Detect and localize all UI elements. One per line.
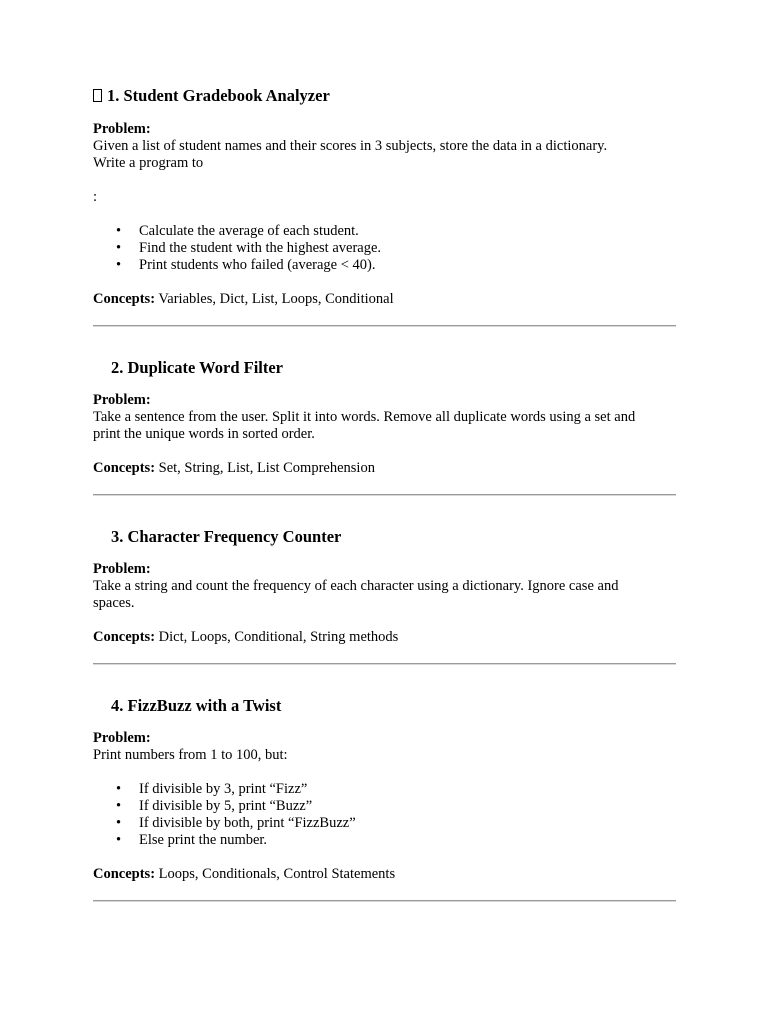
list-item-text: Print students who failed (average < 40).: [139, 257, 376, 273]
problem-label: Problem:: [93, 392, 151, 408]
list-item: [116, 223, 676, 240]
section-divider: [93, 494, 676, 496]
task-list: [93, 223, 676, 274]
list-item: [116, 832, 676, 849]
problem-line: Take a string and count the frequency of each character using a dictionary. Ignore case and: [93, 578, 619, 594]
concepts-text: Set, String, List, List Comprehension: [158, 460, 375, 476]
list-item-text: If divisible by 3, print “Fizz”: [139, 781, 308, 797]
concepts-text: Variables, Dict, List, Loops, Conditional: [158, 291, 394, 307]
problem-line: print the unique words in sorted order.: [93, 426, 315, 442]
list-item-text: If divisible by 5, print “Buzz”: [139, 798, 313, 814]
problem-line: Take a sentence from the user. Split it into words. Remove all duplicate words using a set and: [93, 409, 636, 425]
bullet-icon: •: [116, 781, 122, 797]
concepts-label: Concepts:: [93, 460, 156, 476]
concepts-text: Loops, Conditionals, Control Statements: [158, 866, 396, 882]
list-item: [116, 257, 676, 274]
list-item-text: Calculate the average of each student.: [139, 223, 359, 239]
list-item: [116, 240, 676, 257]
problem-label: Problem:: [93, 121, 151, 137]
section-title: 4. FizzBuzz with a Twist: [111, 696, 282, 715]
section-duplicate-word-filter: [93, 358, 676, 496]
list-item-text: Else print the number.: [139, 832, 268, 848]
concepts-line: [93, 291, 676, 308]
concepts-line: [93, 629, 676, 646]
concepts-text: Dict, Loops, Conditional, String methods: [158, 629, 399, 645]
section-fizzbuzz: [93, 696, 676, 902]
bullet-icon: •: [116, 223, 122, 239]
concepts-label: Concepts:: [93, 866, 156, 882]
bullet-icon: •: [116, 257, 122, 273]
problem-line: Given a list of student names and their scores in 3 subjects, store the data in a dictionary.: [93, 138, 608, 154]
section-divider: [93, 663, 676, 665]
section-character-frequency: [93, 527, 676, 665]
missing-glyph-icon: [93, 89, 102, 102]
task-list: [93, 781, 676, 849]
list-item: [116, 798, 676, 815]
document-page: [93, 86, 676, 902]
bullet-icon: •: [116, 832, 122, 848]
problem-line: Write a program to: [93, 155, 204, 171]
section-title-text: 1. Student Gradebook Analyzer: [107, 86, 330, 105]
section-title: 2. Duplicate Word Filter: [111, 358, 284, 377]
bullet-icon: •: [116, 798, 122, 814]
problem-label: Problem:: [93, 561, 151, 577]
section-divider: [93, 900, 676, 902]
concepts-line: [93, 460, 676, 477]
concepts-line: [93, 866, 676, 883]
section-title: 3. Character Frequency Counter: [111, 527, 342, 546]
colon-line: :: [93, 189, 98, 205]
list-item: [116, 781, 676, 798]
concepts-label: Concepts:: [93, 291, 156, 307]
list-item-text: Find the student with the highest average.: [139, 240, 382, 256]
section-title: [93, 86, 676, 106]
bullet-icon: •: [116, 815, 122, 831]
bullet-icon: •: [116, 240, 122, 256]
section-divider: [93, 325, 676, 327]
problem-line: Print numbers from 1 to 100, but:: [93, 747, 288, 763]
problem-line: spaces.: [93, 595, 135, 611]
section-student-gradebook: [93, 86, 676, 327]
concepts-label: Concepts:: [93, 629, 156, 645]
list-item-text: If divisible by both, print “FizzBuzz”: [139, 815, 356, 831]
list-item: [116, 815, 676, 832]
problem-label: Problem:: [93, 730, 151, 746]
